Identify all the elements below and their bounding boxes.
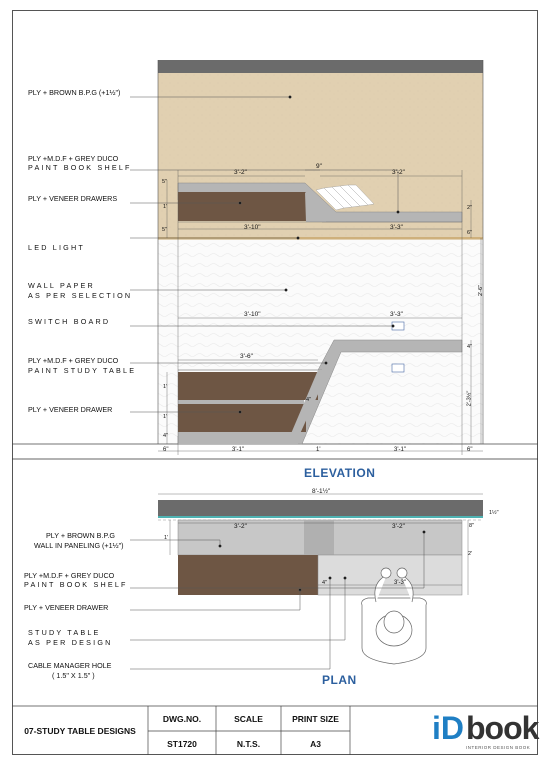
dim-shelf-top-left: 3'-2" [234, 169, 247, 176]
dim-shelf-top-right: 3'-2" [392, 169, 405, 176]
scale-value: N.T.S. [236, 739, 261, 749]
label-ply-veneer-drawer: PLY + VENEER DRAWER [28, 405, 113, 414]
dim-plan-overall: 8'-1½" [312, 488, 331, 495]
label-switch-board: SWITCH BOARD [28, 317, 111, 326]
dim-bottom-5: 6" [467, 447, 473, 453]
plan-view [130, 494, 483, 669]
dim-bottom-2: 3'-1" [232, 447, 244, 453]
dwg-no-value: ST1720 [167, 739, 197, 749]
dim-bottom-1: 6" [163, 447, 169, 453]
dim-plan-left-1: 1' [164, 535, 169, 541]
label-wall-paper-selection: AS PER SELECTION [28, 291, 133, 300]
dim-plan-mid-4: 4" [322, 580, 328, 586]
label-study-table: STUDY TABLE [28, 628, 101, 637]
dim-plan-top-left: 3'-2" [234, 523, 247, 530]
dim-shelf-bottom-right: 3'-3" [390, 224, 403, 231]
dim-drawer-h-2: 1' [163, 414, 168, 420]
table-plinth [178, 432, 298, 444]
plan-wall [158, 500, 483, 516]
dim-drawer-h-4: 4" [306, 397, 312, 403]
dim-overall-h-right: 2'-6" [477, 285, 484, 296]
label-paint-study-table: PAINT STUDY TABLE [28, 366, 137, 375]
elevation-view [12, 60, 538, 455]
table-drawer-lower [178, 404, 306, 432]
dim-table-h-right: 2'-3½" [466, 390, 473, 407]
dwg-no-label: DWG.NO. [162, 714, 202, 724]
label-ply-mdf-grey-2: PLY +M.D.F + GREY DUCO [28, 356, 119, 365]
dim-shelf-bottom-left: 3'-10" [244, 224, 261, 231]
drawing-title: 07-STUDY TABLE DESIGNS [24, 726, 136, 736]
label-as-per-design: AS PER DESIGN [28, 638, 113, 647]
logo-mark-book: book [466, 710, 539, 746]
dim-shelf-h-right-2: 6" [467, 230, 473, 236]
table-rail [178, 400, 304, 404]
label-paint-book-shelf: PAINT BOOK SHELF [28, 163, 132, 172]
elevation-title: ELEVATION [304, 466, 376, 480]
dim-plan-top-right: 3'-2" [392, 523, 405, 530]
dim-table-h-right-top: 4" [467, 344, 473, 350]
label-wall-paper: WALL PAPER [28, 281, 95, 290]
dim-table-mid-left: 3'-6" [240, 353, 253, 360]
label-led-light: LED LIGHT [28, 243, 85, 252]
dim-bottom-4: 3'-1" [394, 447, 406, 453]
plan-title: PLAN [322, 673, 357, 687]
table-drawer-upper [178, 372, 318, 400]
label-cable-hole-size: ( 1.5" X 1.5" ) [52, 671, 95, 680]
label-cable-hole: CABLE MANAGER HOLE [28, 661, 112, 670]
dim-table-top-right: 3'-3" [390, 311, 403, 318]
label-plan-ply-brown: PLY + BROWN B.P.G [46, 531, 115, 540]
logo-tagline: INTERIOR DESIGN BOOK [466, 745, 531, 750]
print-size-label: PRINT SIZE [292, 714, 339, 724]
logo-mark-id: iD [432, 710, 464, 746]
dim-shelf-h-left-3: 5" [162, 227, 168, 233]
print-size-value: A3 [310, 739, 321, 749]
label-ply-brown-bpg: PLY + BROWN B.P.G (+1½") [28, 88, 121, 97]
scale-label: SCALE [234, 714, 263, 724]
label-plan-wall-paneling: WALL IN PANELING (+1½") [34, 541, 124, 550]
dim-shelf-h-right-1: 2" [467, 205, 473, 211]
ceiling-band [158, 60, 483, 73]
switch-board-2 [392, 364, 404, 372]
dim-plan-right-8: 8" [469, 523, 475, 529]
label-plan-book-shelf: PAINT BOOK SHELF [24, 580, 128, 589]
dim-plan-mid-33: 3'-3" [394, 580, 406, 586]
dim-bottom-3: 1' [316, 447, 321, 453]
dim-shelf-h-left-2: 1' [163, 204, 168, 210]
label-ply-mdf-grey-1: PLY +M.D.F + GREY DUCO [28, 154, 119, 163]
label-ply-veneer-drawers: PLY + VENEER DRAWERS [28, 194, 118, 203]
dim-drawer-h-1: 1' [163, 384, 168, 390]
dim-shelf-h-left-1: 5" [162, 179, 168, 185]
shelf-drawer-block [178, 192, 306, 221]
label-plan-mdf: PLY +M.D.F + GREY DUCO [24, 571, 115, 580]
plan-drawer [178, 555, 318, 595]
label-plan-veneer-drawer: PLY + VENEER DRAWER [24, 603, 109, 612]
idbook-logo [432, 710, 539, 752]
dim-plan-right-small: 1½" [489, 510, 499, 516]
dim-shelf-gap: 9" [316, 163, 322, 170]
dim-drawer-h-3: 4" [163, 433, 169, 439]
dim-plan-right-2: 2' [468, 551, 473, 557]
dim-table-top-left: 3'-10" [244, 311, 261, 318]
